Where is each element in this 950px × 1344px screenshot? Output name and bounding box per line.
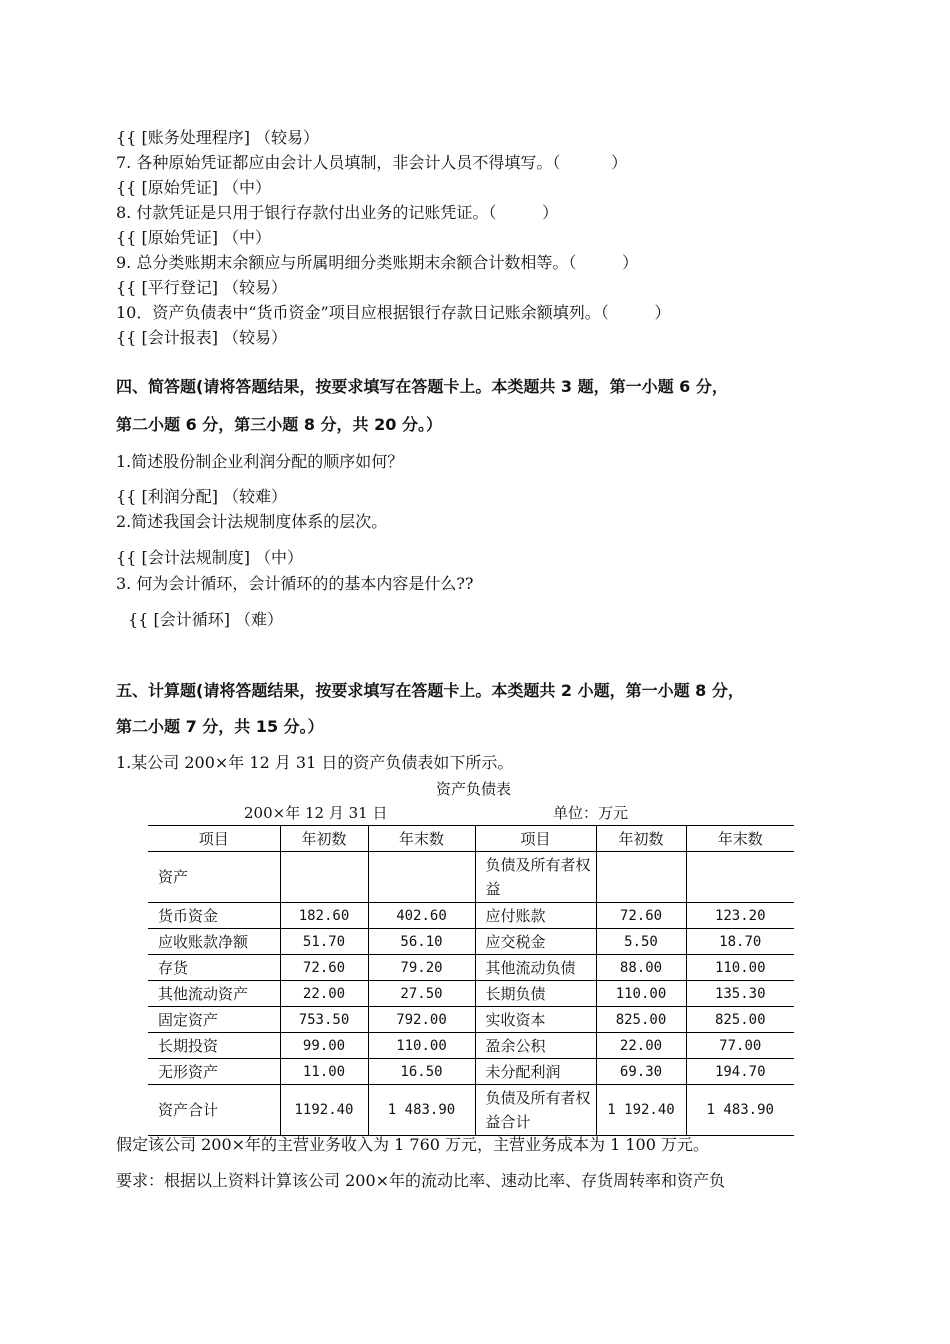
cell: 825.00 — [596, 1007, 686, 1033]
cell-total-liabilities: 负债及所有者权益合计 — [475, 1085, 596, 1136]
cell: 69.30 — [596, 1059, 686, 1085]
tag-line: {{ [原始凭证] （中） — [116, 178, 272, 197]
table-row — [148, 852, 794, 903]
table-row — [148, 955, 794, 981]
table-row — [148, 1007, 794, 1033]
section4-q3-tag: {{ [会计循环] （难） — [128, 610, 284, 629]
cell: 未分配利润 — [475, 1059, 596, 1085]
cell: 22.00 — [280, 981, 368, 1007]
header-end: 年末数 — [368, 826, 475, 852]
cell-asset-label: 资产 — [148, 852, 280, 903]
cell: 其他流动负债 — [475, 955, 596, 981]
table-row — [148, 903, 794, 929]
cell: 长期负债 — [475, 981, 596, 1007]
cell: 110.00 — [368, 1033, 475, 1059]
tag-line: {{ [会计报表] （较易） — [116, 328, 288, 347]
table-row — [148, 929, 794, 955]
cell: 其他流动资产 — [148, 981, 280, 1007]
header-item: 项目 — [148, 826, 280, 852]
header-begin: 年初数 — [596, 826, 686, 852]
cell: 16.50 — [368, 1059, 475, 1085]
cell: 110.00 — [596, 981, 686, 1007]
tag-line: {{ [平行登记] （较易） — [116, 278, 288, 297]
cell: 固定资产 — [148, 1007, 280, 1033]
cell: 72.60 — [596, 903, 686, 929]
tag-line: {{ [原始凭证] （中） — [116, 228, 272, 247]
cell: 753.50 — [280, 1007, 368, 1033]
section5-q1: 1.某公司 200×年 12 月 31 日的资产负债表如下所示。 — [116, 753, 514, 772]
cell: 135.30 — [686, 981, 794, 1007]
cell: 无形资产 — [148, 1059, 280, 1085]
cell: 1 192.40 — [596, 1085, 686, 1136]
table-date: 200×年 12 月 31 日 — [244, 804, 388, 822]
cell: 应付账款 — [475, 903, 596, 929]
cell: 825.00 — [686, 1007, 794, 1033]
header-begin: 年初数 — [280, 826, 368, 852]
section4-q2: 2.简述我国会计法规制度体系的层次。 — [116, 512, 388, 531]
tag-line: {{ [账务处理程序] （较易） — [116, 128, 320, 147]
balance-sheet-table — [148, 825, 794, 1136]
cell — [280, 852, 368, 903]
cell: 盈余公积 — [475, 1033, 596, 1059]
cell: 5.50 — [596, 929, 686, 955]
cell: 18.70 — [686, 929, 794, 955]
cell: 1192.40 — [280, 1085, 368, 1136]
table-row — [148, 981, 794, 1007]
cell: 1 483.90 — [368, 1085, 475, 1136]
requirement-text: 要求：根据以上资料计算该公司 200×年的流动比率、速动比率、存货周转率和资产负 — [116, 1171, 726, 1190]
cell: 182.60 — [280, 903, 368, 929]
cell — [596, 852, 686, 903]
cell: 27.50 — [368, 981, 475, 1007]
cell: 货币资金 — [148, 903, 280, 929]
table-unit: 单位：万元 — [553, 804, 629, 822]
question-9: 9. 总分类账期末余额应与所属明细分类账期末余额合计数相等。（ ） — [116, 253, 639, 272]
section4-title-1: 四、简答题(请将答题结果，按要求填写在答题卡上。本类题共 3 题，第一小题 6 分， — [116, 377, 728, 396]
assumption-text: 假定该公司 200×年的主营业务收入为 1 760 万元，主营业务成本为 1 100 万元。 — [116, 1135, 709, 1154]
cell: 123.20 — [686, 903, 794, 929]
table-row — [148, 1059, 794, 1085]
cell: 56.10 — [368, 929, 475, 955]
table-total-row — [148, 1085, 794, 1136]
cell: 长期投资 — [148, 1033, 280, 1059]
cell: 存货 — [148, 955, 280, 981]
cell: 1 483.90 — [686, 1085, 794, 1136]
cell: 应收账款净额 — [148, 929, 280, 955]
header-end: 年末数 — [686, 826, 794, 852]
cell: 88.00 — [596, 955, 686, 981]
cell: 194.70 — [686, 1059, 794, 1085]
cell: 22.00 — [596, 1033, 686, 1059]
cell — [686, 852, 794, 903]
section4-q3: 3. 何为会计循环，会计循环的的基本内容是什么?? — [116, 574, 474, 593]
section4-q2-tag: {{ [会计法规制度] （中） — [116, 548, 304, 567]
cell — [368, 852, 475, 903]
question-7: 7. 各种原始凭证都应由会计人员填制，非会计人员不得填写。（ ） — [116, 153, 628, 172]
cell: 实收资本 — [475, 1007, 596, 1033]
cell: 77.00 — [686, 1033, 794, 1059]
cell-liability-label: 负债及所有者权益 — [475, 852, 596, 903]
cell: 402.60 — [368, 903, 475, 929]
cell: 11.00 — [280, 1059, 368, 1085]
section5-title-1: 五、计算题(请将答题结果，按要求填写在答题卡上。本类题共 2 小题，第一小题 8 分， — [116, 681, 744, 700]
question-8: 8. 付款凭证是只用于银行存款付出业务的记账凭证。（ ） — [116, 203, 559, 222]
cell: 99.00 — [280, 1033, 368, 1059]
cell: 应交税金 — [475, 929, 596, 955]
question-10: 10．资产负债表中“货币资金”项目应根据银行存款日记账余额填列。（ ） — [116, 303, 671, 322]
table-header-row — [148, 826, 794, 852]
cell: 72.60 — [280, 955, 368, 981]
cell-total-assets: 资产合计 — [148, 1085, 280, 1136]
section4-title-2: 第二小题 6 分，第三小题 8 分，共 20 分。） — [116, 415, 442, 434]
section5-title-2: 第二小题 7 分，共 15 分。） — [116, 717, 324, 736]
cell: 51.70 — [280, 929, 368, 955]
cell: 110.00 — [686, 955, 794, 981]
section4-q1-tag: {{ [利润分配] （较难） — [116, 487, 288, 506]
cell: 79.20 — [368, 955, 475, 981]
cell: 792.00 — [368, 1007, 475, 1033]
header-item: 项目 — [475, 826, 596, 852]
table-title: 资产负债表 — [436, 780, 512, 798]
table-row — [148, 1033, 794, 1059]
section4-q1: 1.简述股份制企业利润分配的顺序如何？ — [116, 452, 404, 471]
